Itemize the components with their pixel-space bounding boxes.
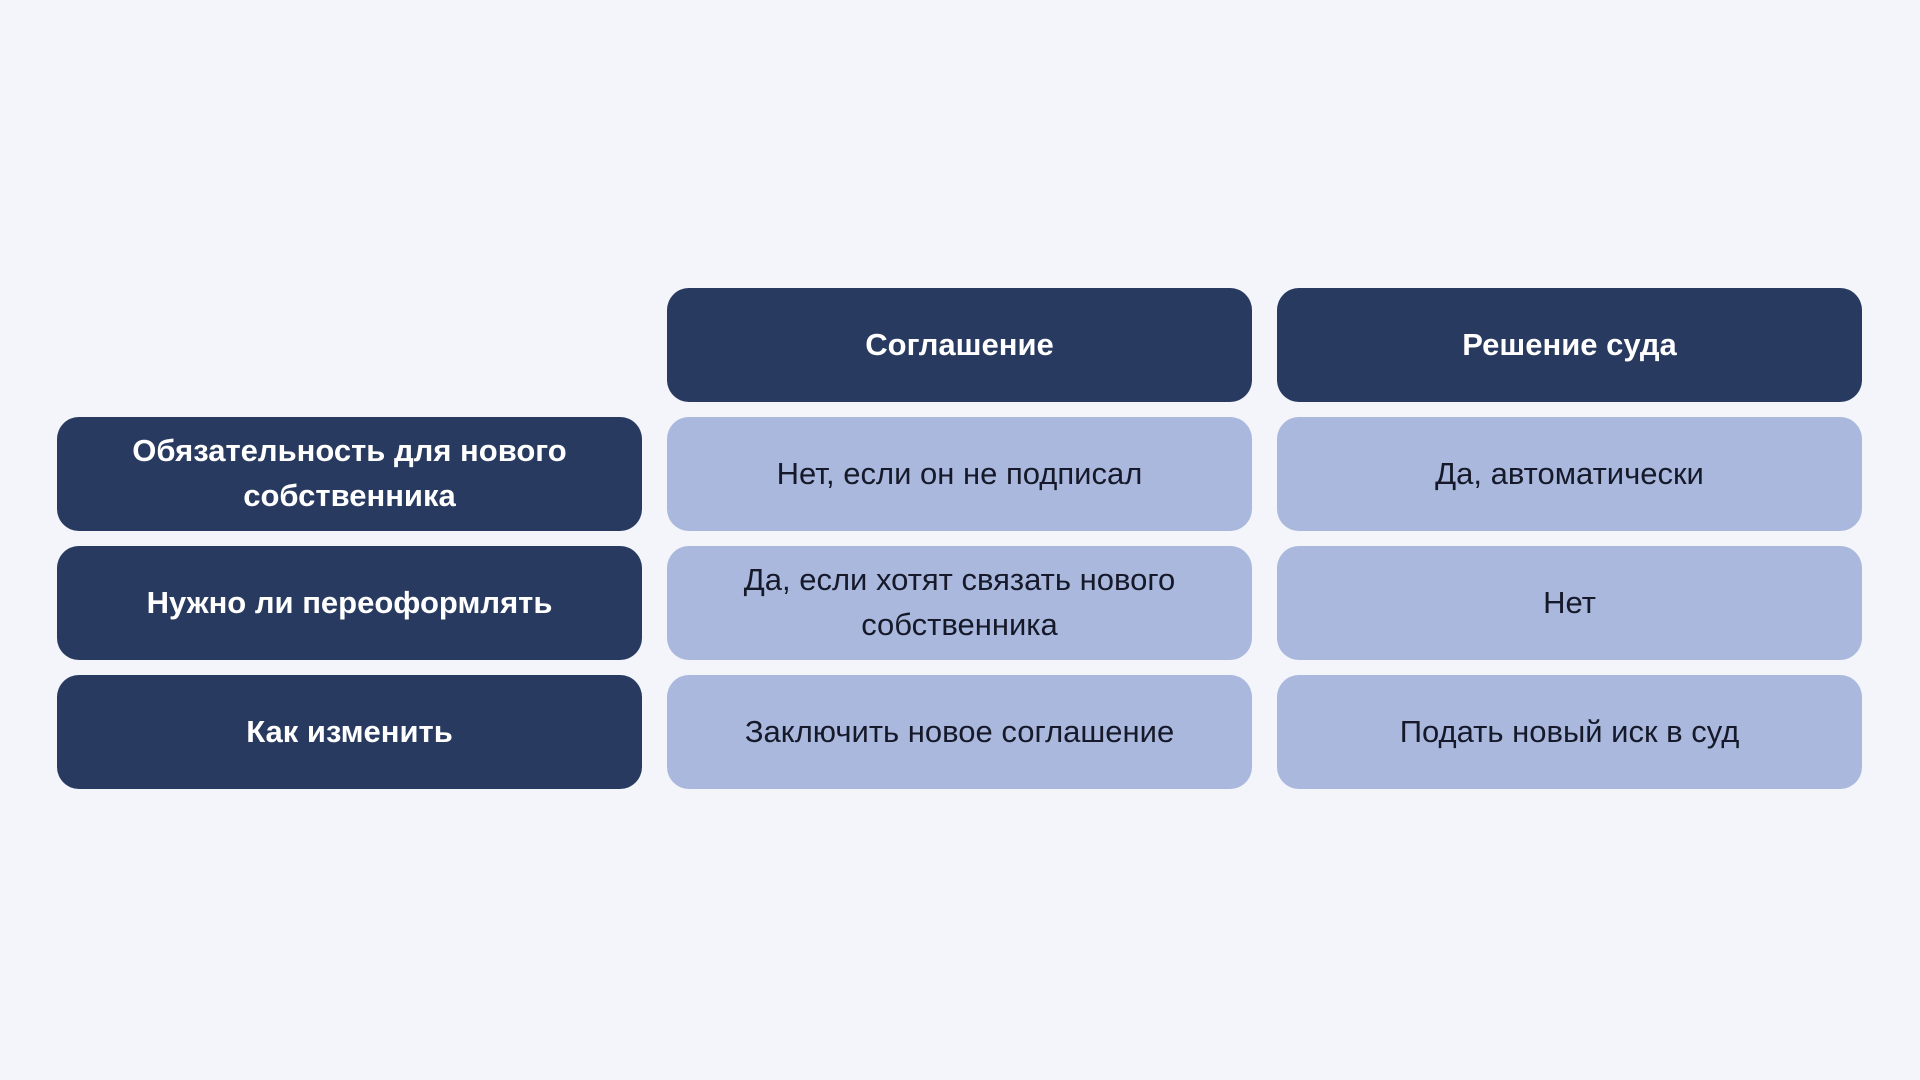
- column-header-court-decision: Решение суда: [1277, 288, 1862, 402]
- table-cell: Заключить новое соглашение: [667, 675, 1252, 789]
- table-cell: Да, если хотят связать нового собственника: [667, 546, 1252, 660]
- row-header-binding: Обязательность для нового собственника: [57, 417, 642, 531]
- table-cell: Подать новый иск в суд: [1277, 675, 1862, 789]
- table-cell: Нет: [1277, 546, 1862, 660]
- column-header-agreement: Соглашение: [667, 288, 1252, 402]
- comparison-table: [57, 288, 1862, 789]
- row-header-reissue: Нужно ли переоформлять: [57, 546, 642, 660]
- row-header-how-to-change: Как изменить: [57, 675, 642, 789]
- corner-cell: [57, 288, 642, 402]
- table-cell: Да, автоматически: [1277, 417, 1862, 531]
- table-cell: Нет, если он не подписал: [667, 417, 1252, 531]
